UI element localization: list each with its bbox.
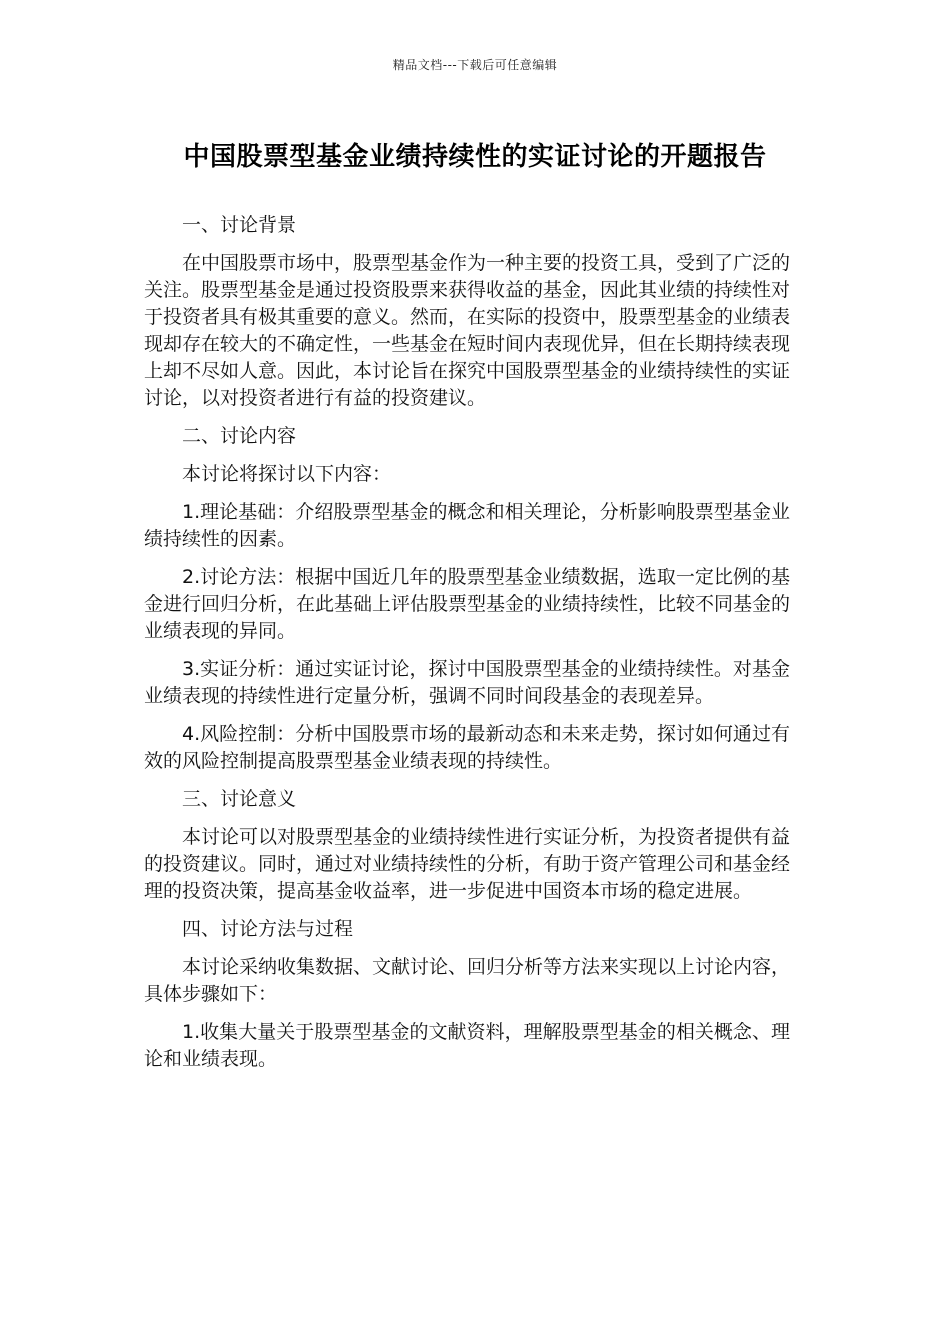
list-item-risk: 4.风险控制：分析中国股票市场的最新动态和未来走势，探讨如何通过有效的风险控制提高股票型基金业绩表现的持续性。 (144, 723, 790, 772)
list-item-method: 2.讨论方法：根据中国近几年的股票型基金业绩数据，选取一定比例的基金进行回归分析，在此基础上评估股票型基金的业绩持续性，比较不同基金的业绩表现的异同。 (144, 566, 791, 642)
list-item-theory: 1.理论基础：介绍股票型基金的概念和相关理论，分析影响股票型基金业绩持续性的因素。 (144, 501, 790, 550)
section-heading-content: 二、讨论内容 (182, 425, 297, 447)
paragraph-background: 在中国股票市场中，股票型基金作为一种主要的投资工具，受到了广泛的关注。股票型基金是通过投资股票来获得收益的基金，因此其业绩的持续性对于投资者具有极其重要的意义。然而，在实际的投资中，股票型基金的业绩表现却存在较大的不确定性，一些基金在短时间内表现优异，但在长期持续表现上却不尽如人意。因此，本讨论旨在探究中国股票型基金的业绩持续性的实证讨论，以对投资者进行有益的投资建议。 (144, 252, 791, 409)
section-heading-significance: 三、讨论意义 (182, 788, 297, 810)
paragraph-significance: 本讨论可以对股票型基金的业绩持续性进行实证分析，为投资者提供有益的投资建议。同时，通过对业绩持续性的分析，有助于资产管理公司和基金经理的投资决策，提高基金收益率，进一步促进中国资本市场的稳定进展。 (144, 826, 791, 902)
list-item-empirical: 3.实证分析：通过实证讨论，探讨中国股票型基金的业绩持续性。对基金业绩表现的持续性进行定量分析，强调不同时间段基金的表现差异。 (144, 658, 790, 707)
paragraph-methods-intro: 本讨论采纳收集数据、文献讨论、回归分析等方法来实现以上讨论内容，具体步骤如下： (144, 956, 791, 1005)
page-header: 精品文档---下载后可任意编辑 (392, 58, 558, 72)
document-body (144, 212, 790, 1084)
section-heading-background: 一、讨论背景 (182, 214, 297, 236)
document-title: 中国股票型基金业绩持续性的实证讨论的开题报告 (183, 142, 767, 172)
paragraph-content-intro: 本讨论将探讨以下内容： (182, 463, 392, 485)
section-heading-methods: 四、讨论方法与过程 (182, 918, 354, 940)
list-item-collect: 1.收集大量关于股票型基金的文献资料，理解股票型基金的相关概念、理论和业绩表现。 (144, 1021, 790, 1070)
